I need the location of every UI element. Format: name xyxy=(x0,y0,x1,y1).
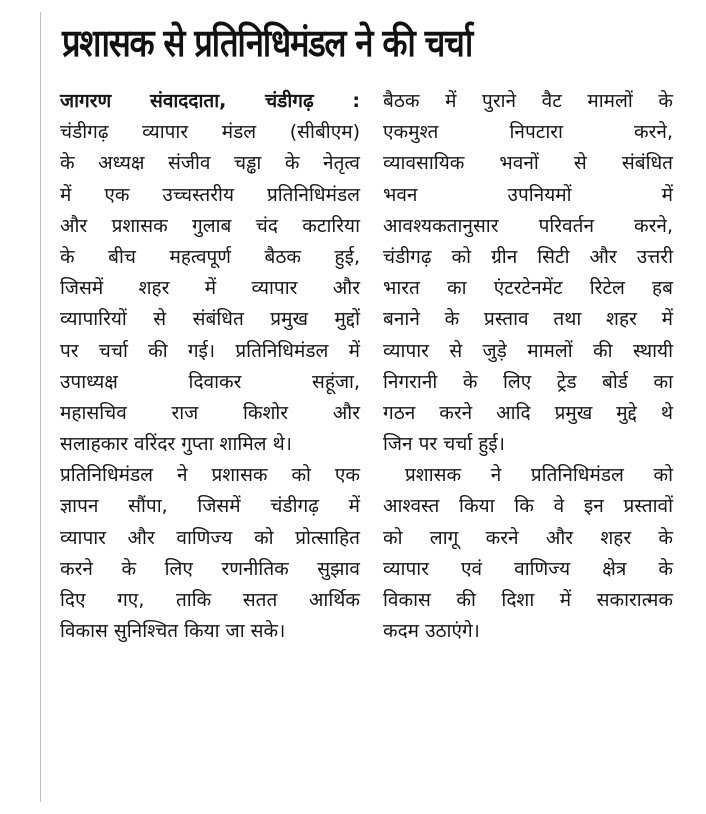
body-line: पर चर्चा की गई। प्रतिनिधिमंडल में xyxy=(60,339,360,362)
body-line: में एक उच्चस्तरीय प्रतिनिधिमंडल xyxy=(60,183,360,206)
body-line: व्यापार एवं वाणिज्य क्षेत्र के xyxy=(383,557,673,580)
body-line: सलाहकार वरिंदर गुप्ता शामिल थे। xyxy=(60,433,292,456)
body-line: को लागू करने और शहर के xyxy=(383,526,673,549)
body-line: निगरानी के लिए ट्रेड बोर्ड का xyxy=(383,370,673,393)
body-line: बनाने के प्रस्ताव तथा शहर में xyxy=(383,308,673,331)
body-line: आश्वस्त किया कि वे इन प्रस्तावों xyxy=(383,495,673,518)
right-column xyxy=(383,86,673,647)
body-line: व्यापारियों से संबंधित प्रमुख मुद्दों xyxy=(60,308,360,331)
body-line: के अध्यक्ष संजीव चड्ढा के नेतृत्व xyxy=(60,152,360,175)
body-line: विकास की दिशा में सकारात्मक xyxy=(383,589,673,611)
body-line: दिए गए, ताकि सतत आर्थिक xyxy=(60,589,360,611)
body-line: चंडीगढ़ को ग्रीन सिटी और उत्तरी xyxy=(383,245,673,268)
body-line: व्यापार से जुड़े मामलों की स्थायी xyxy=(383,339,673,362)
column-rule xyxy=(40,12,41,802)
body-line: प्रतिनिधिमंडल ने प्रशासक को एक xyxy=(60,464,360,487)
body-line: करने के लिए रणनीतिक सुझाव xyxy=(60,557,360,580)
headline: प्रशासक से प्रतिनिधिमंडल ने की चर्चा xyxy=(62,21,473,65)
body-line: विकास सुनिश्चित किया जा सके। xyxy=(60,620,286,643)
left-column xyxy=(60,86,360,647)
body-line: बैठक में पुराने वैट मामलों के xyxy=(383,90,673,112)
body-line: उपाध्यक्ष दिवाकर सहूंजा, xyxy=(60,370,360,393)
body-line: चंडीगढ़ व्यापार मंडल (सीबीएम) xyxy=(60,121,360,144)
dateline: जागरण संवाददाता, चंडीगढ़ : xyxy=(60,90,360,112)
body-line: भारत का एंटरटेनमेंट रिटेल हब xyxy=(383,277,673,300)
body-line: कदम उठाएंगे। xyxy=(383,620,480,643)
body-line: और प्रशासक गुलाब चंद कटारिया xyxy=(60,214,360,237)
body-line: जिसमें शहर में व्यापार और xyxy=(60,277,360,300)
body-line: ज्ञापन सौंपा, जिसमें चंडीगढ़ में xyxy=(60,495,360,518)
body-line: एकमुश्त निपटारा करने, xyxy=(383,121,673,144)
body-line: व्यावसायिक भवनों से संबंधित xyxy=(383,152,673,175)
body-line: प्रशासक ने प्रतिनिधिमंडल को xyxy=(405,464,673,487)
body-line: भवन उपनियमों में xyxy=(383,183,673,206)
body-line: महासचिव राज किशोर और xyxy=(60,401,360,424)
body-line: गठन करने आदि प्रमुख मुद्दे थे xyxy=(383,401,673,424)
body-line: आवश्यकतानुसार परिवर्तन करने, xyxy=(383,214,673,237)
body-line: के बीच महत्वपूर्ण बैठक हुई, xyxy=(60,245,360,268)
body-line: व्यापार और वाणिज्य को प्रोत्साहित xyxy=(60,526,360,549)
body-line: जिन पर चर्चा हुई। xyxy=(383,433,505,456)
